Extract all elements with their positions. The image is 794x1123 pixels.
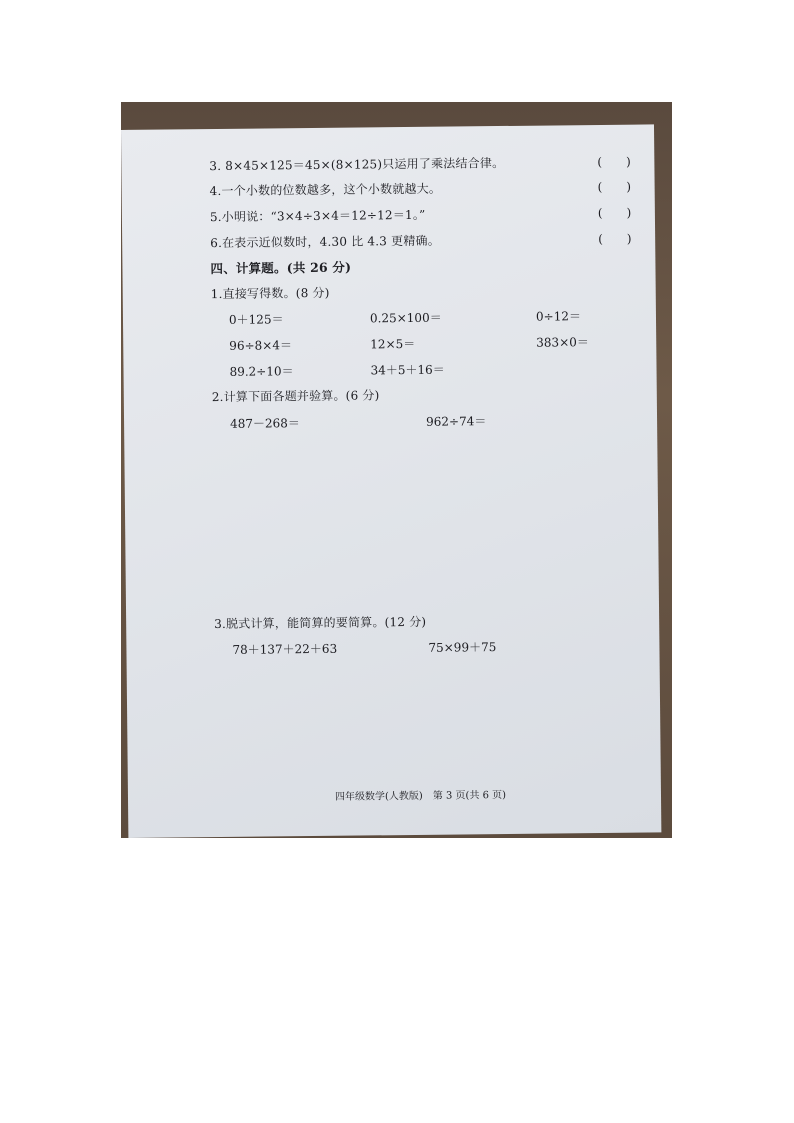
q2-expr: 962÷74＝: [425, 414, 487, 429]
answer-paren-6: ( ): [598, 231, 632, 247]
q1-expr: 0÷12＝: [535, 309, 582, 324]
answer-paren-3: ( ): [597, 154, 631, 170]
q3-expr: 78＋137＋22＋63: [232, 641, 338, 657]
answer-paren-5: ( ): [597, 205, 632, 221]
q2-expr: 487－268＝: [230, 416, 300, 431]
q1-expr: 0.25×100＝: [369, 310, 442, 326]
page-footer: 四年级数学(人教版) 第 3 页(共 6 页): [334, 790, 507, 803]
judgement-item-6: 6.在表示近似数时，4.30 比 4.3 更精确。: [210, 233, 440, 251]
answer-paren-4: ( ): [597, 179, 632, 195]
judgement-item-4: 4.一个小数的位数越多，这个小数就越大。: [209, 181, 442, 199]
judgement-item-3: 3. 8×45×125＝45×(8×125)只运用了乘法结合律。: [209, 155, 505, 174]
q1-expr: 89.2÷10＝: [229, 364, 294, 379]
scanned-photo: [121, 102, 672, 838]
exam-paper: [121, 124, 661, 838]
q1-title: 1.直接写得数。(8 分): [210, 285, 330, 302]
q1-expr: 12×5＝: [370, 336, 416, 352]
q2-title: 2.计算下面各题并验算。(6 分): [211, 388, 380, 405]
section-4-heading: 四、计算题。(共 26 分): [210, 259, 352, 277]
q3-expr: 75×99＋75: [428, 640, 497, 655]
judgement-item-5: 5.小明说：“3×4÷3×4＝12÷12＝1。”: [209, 207, 426, 225]
q3-title: 3.脱式计算，能简算的要简算。(12 分): [214, 614, 427, 632]
q1-expr: 34＋5＋16＝: [370, 362, 445, 378]
q1-expr: 0＋125＝: [228, 312, 284, 327]
q1-expr: 383×0＝: [536, 335, 589, 350]
q1-expr: 96÷8×4＝: [229, 338, 292, 353]
